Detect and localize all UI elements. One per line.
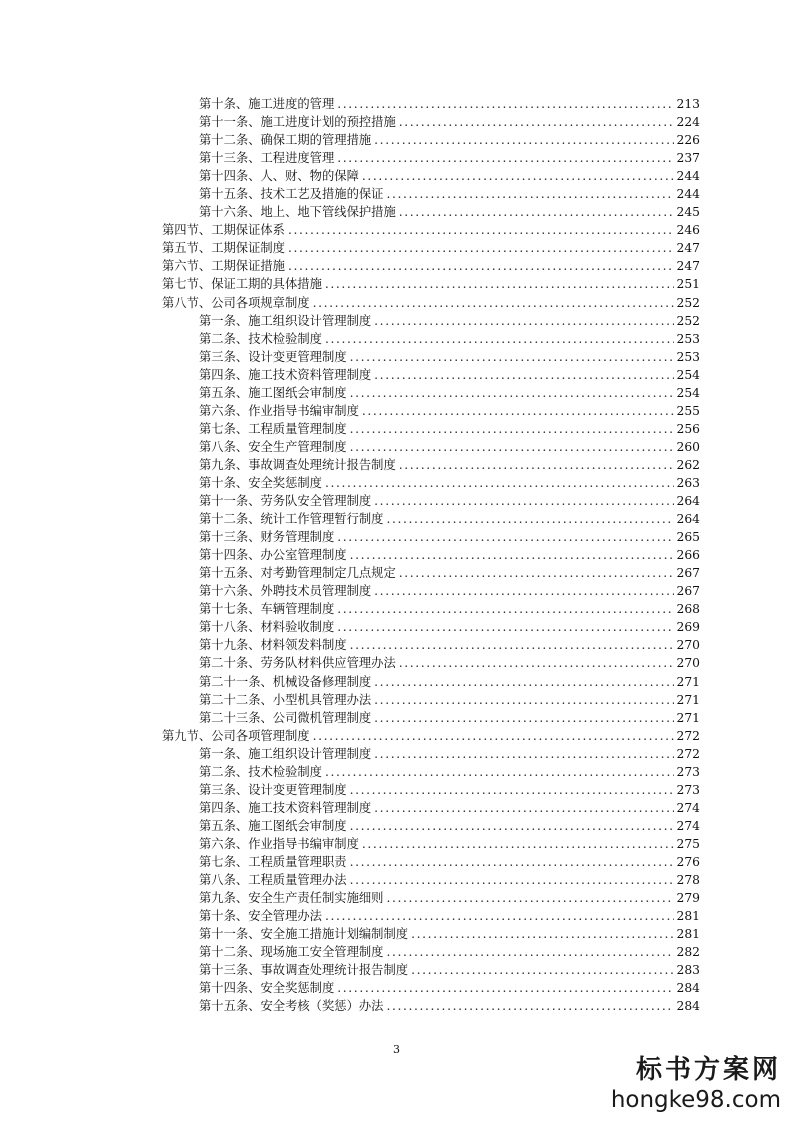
toc-entry[interactable] [162,925,700,943]
toc-dot-leader [374,799,673,817]
toc-dot-leader [288,221,674,239]
toc-dot-leader [362,167,674,185]
toc-entry-label: 第二条、技术检验制度 [199,331,322,346]
toc-entry[interactable] [162,131,700,149]
toc-dot-leader [350,438,674,456]
toc-entry-label: 第十二条、统计工作管理暂行制度 [199,512,384,527]
toc-entry-label: 第八条、工程质量管理办法 [199,873,347,888]
toc-entry-page: 284 [676,999,700,1014]
toc-entry[interactable] [162,997,700,1015]
toc-entry-page: 246 [676,223,700,238]
toc-entry-page: 271 [676,692,700,707]
toc-dot-leader [374,492,673,510]
toc-dot-leader [337,149,673,167]
toc-dot-leader [362,835,674,853]
toc-dot-leader [399,564,674,582]
toc-entry[interactable] [162,456,700,474]
toc-entry-page: 265 [676,530,700,545]
toc-dot-leader [337,528,673,546]
toc-entry-label: 第十四条、安全奖惩制度 [199,981,335,996]
toc-entry-label: 第一条、施工组织设计管理制度 [199,313,372,328]
toc-entry-label: 第三条、设计变更管理制度 [199,782,347,797]
toc-entry-label: 第三条、设计变更管理制度 [199,349,347,364]
site-watermark [611,1054,781,1114]
toc-dot-leader [325,330,674,348]
toc-entry-page: 262 [676,457,700,472]
toc-dot-leader [325,907,674,925]
toc-entry-label: 第九节、公司各项管理制度 [162,728,310,743]
toc-entry[interactable] [162,564,700,582]
toc-dot-leader [350,853,674,871]
toc-entry-label: 第十二条、确保工期的管理措施 [199,133,372,148]
toc-entry-page: 252 [676,295,700,310]
toc-entry-page: 251 [676,277,700,292]
toc-dot-leader [374,366,673,384]
toc-entry[interactable] [162,275,700,293]
toc-entry-label: 第五节、工期保证制度 [162,241,285,256]
toc-entry-label: 第六节、工期保证措施 [162,259,285,274]
toc-dot-leader [386,510,673,528]
toc-entry-label: 第十四条、人、财、物的保障 [199,169,359,184]
toc-dot-leader [350,420,674,438]
toc-entry-page: 269 [676,620,700,635]
toc-entry-page: 271 [676,710,700,725]
toc-entry-label: 第二十三条、公司微机管理制度 [199,710,372,725]
toc-entry[interactable] [162,95,700,113]
toc-entry-page: 254 [676,385,700,400]
toc-entry-label: 第十七条、车辆管理制度 [199,602,335,617]
toc-dot-leader [288,257,674,275]
toc-entry[interactable] [162,943,700,961]
toc-dot-leader [374,745,673,763]
toc-entry-page: 268 [676,602,700,617]
toc-entry[interactable] [162,221,700,239]
toc-entry-page: 274 [676,800,700,815]
toc-entry-label: 第十一条、施工进度计划的预控措施 [199,115,396,130]
toc-entry-label: 第七节、保证工期的具体措施 [162,277,322,292]
toc-entry[interactable] [162,149,700,167]
toc-dot-leader [386,997,673,1015]
toc-entry-label: 第十二条、现场施工安全管理制度 [199,945,384,960]
toc-entry-page: 272 [676,728,700,743]
toc-entry[interactable] [162,528,700,546]
toc-entry-page: 281 [676,927,700,942]
toc-entry[interactable] [162,330,700,348]
toc-entry-page: 264 [676,512,700,527]
toc-entry-page: 266 [676,548,700,563]
toc-entry-page: 224 [676,115,700,130]
toc-dot-leader [337,618,673,636]
toc-entry-page: 267 [676,566,700,581]
toc-entry[interactable] [162,113,700,131]
toc-entry-label: 第一条、施工组织设计管理制度 [199,746,372,761]
toc-entry[interactable] [162,402,700,420]
toc-entry-label: 第四节、工期保证体系 [162,223,285,238]
toc-entry-page: 270 [676,656,700,671]
toc-dot-leader [386,185,673,203]
toc-dot-leader [313,294,674,312]
toc-entry-label: 第二十一条、机械设备修理制度 [199,674,372,689]
watermark-url: hongke98.com [610,1087,781,1113]
toc-dot-leader [374,673,673,691]
toc-entry-page: 244 [676,187,700,202]
toc-entry[interactable] [162,871,700,889]
toc-entry[interactable] [162,167,700,185]
toc-entry-label: 第十六条、地上、地下管线保护措施 [199,205,396,220]
toc-entry[interactable] [162,312,700,330]
toc-entry-page: 264 [676,494,700,509]
toc-entry-page: 281 [676,909,700,924]
toc-entry-page: 254 [676,367,700,382]
toc-entry-label: 第二条、技术检验制度 [199,764,322,779]
toc-entry-page: 272 [676,746,700,761]
toc-entry[interactable] [162,203,700,221]
toc-entry-page: 284 [676,981,700,996]
toc-dot-leader [374,312,673,330]
toc-dot-leader [350,817,674,835]
toc-entry-label: 第十三条、财务管理制度 [199,530,335,545]
watermark-title: 标书方案网 [635,1055,781,1085]
toc-entry[interactable] [162,799,700,817]
toc-entry-page: 274 [676,818,700,833]
toc-entry[interactable] [162,817,700,835]
toc-dot-leader [374,691,673,709]
toc-dot-leader [350,781,674,799]
toc-dot-leader [350,636,674,654]
toc-entry[interactable] [162,510,700,528]
toc-entry-label: 第七条、工程质量管理制度 [199,421,347,436]
toc-entry[interactable] [162,979,700,997]
toc-dot-leader [399,456,674,474]
toc-entry-page: 279 [676,891,700,906]
toc-entry-page: 278 [676,873,700,888]
toc-entry[interactable] [162,438,700,456]
toc-entry-label: 第十三条、事故调查处理统计报告制度 [199,963,409,978]
toc-entry-page: 255 [676,403,700,418]
toc-entry-label: 第十九条、材料领发料制度 [199,638,347,653]
toc-entry-page: 273 [676,764,700,779]
toc-dot-leader [350,546,674,564]
toc-entry-page: 270 [676,638,700,653]
table-of-contents [162,95,700,1015]
toc-entry-label: 第九条、安全生产责任制实施细则 [199,891,384,906]
toc-entry[interactable] [162,763,700,781]
toc-dot-leader [374,131,673,149]
toc-entry[interactable] [162,420,700,438]
toc-dot-leader [350,871,674,889]
toc-entry-page: 226 [676,133,700,148]
toc-entry-label: 第五条、施工图纸会审制度 [199,818,347,833]
toc-dot-leader [325,275,674,293]
toc-entry[interactable] [162,781,700,799]
toc-entry-page: 253 [676,349,700,364]
toc-entry-label: 第十一条、劳务队安全管理制度 [199,494,372,509]
toc-entry-page: 263 [676,475,700,490]
toc-entry[interactable] [162,889,700,907]
toc-dot-leader [350,384,674,402]
toc-entry-label: 第五条、施工图纸会审制度 [199,385,347,400]
toc-entry-label: 第二十条、劳务队材料供应管理办法 [199,656,396,671]
toc-entry[interactable] [162,294,700,312]
toc-entry-page: 237 [676,151,700,166]
page-number: 3 [393,1043,400,1056]
toc-entry-label: 第六条、作业指导书编审制度 [199,836,359,851]
toc-dot-leader [386,943,673,961]
toc-entry[interactable] [162,582,700,600]
toc-entry-label: 第十条、施工进度的管理 [199,97,335,111]
toc-entry-page: 267 [676,584,700,599]
toc-entry-page: 245 [676,205,700,220]
toc-entry-page: 282 [676,945,700,960]
toc-entry[interactable] [162,907,700,925]
toc-entry-label: 第十条、安全管理办法 [199,909,322,924]
toc-entry-label: 第十条、安全奖惩制度 [199,475,322,490]
toc-entry-page: 256 [676,421,700,436]
toc-dot-leader [313,727,674,745]
toc-dot-leader [362,402,674,420]
toc-dot-leader [399,203,674,221]
toc-dot-leader [386,889,673,907]
toc-dot-leader [288,239,674,257]
toc-entry[interactable] [162,636,700,654]
toc-dot-leader [399,113,674,131]
toc-entry[interactable] [162,727,700,745]
toc-entry[interactable] [162,546,700,564]
toc-entry[interactable] [162,348,700,366]
toc-dot-leader [337,600,673,618]
toc-entry-label: 第十五条、技术工艺及措施的保证 [199,187,384,202]
toc-entry-label: 第九条、事故调查处理统计报告制度 [199,457,396,472]
toc-entry-page: 253 [676,331,700,346]
toc-dot-leader [325,474,674,492]
toc-dot-leader [411,925,673,943]
toc-entry[interactable] [162,654,700,672]
toc-dot-leader [325,763,674,781]
toc-entry[interactable] [162,257,700,275]
toc-entry[interactable] [162,961,700,979]
toc-entry-page: 247 [676,241,700,256]
toc-entry-label: 第十六条、外聘技术员管理制度 [199,584,372,599]
toc-entry[interactable] [162,492,700,510]
toc-entry-label: 第十四条、办公室管理制度 [199,548,347,563]
toc-dot-leader [374,709,673,727]
toc-entry-page: 276 [676,854,700,869]
toc-entry[interactable] [162,835,700,853]
toc-entry[interactable] [162,474,700,492]
toc-entry-label: 第二十二条、小型机具管理办法 [199,692,372,707]
toc-entry-label: 第十五条、对考勤管理制定几点规定 [199,566,396,581]
toc-entry-page: 213 [676,97,700,111]
toc-entry-label: 第十五条、安全考核（奖惩）办法 [199,999,384,1014]
toc-entry[interactable] [162,618,700,636]
toc-entry-label: 第七条、工程质量管理职责 [199,854,347,869]
toc-dot-leader [337,979,673,997]
toc-entry-label: 第十八条、材料验收制度 [199,620,335,635]
toc-entry-page: 275 [676,836,700,851]
toc-dot-leader [399,654,674,672]
toc-entry[interactable] [162,239,700,257]
toc-entry-label: 第六条、作业指导书编审制度 [199,403,359,418]
toc-entry-page: 273 [676,782,700,797]
toc-entry[interactable] [162,366,700,384]
toc-entry[interactable] [162,709,700,727]
toc-entry[interactable] [162,384,700,402]
toc-dot-leader [350,348,674,366]
toc-entry[interactable] [162,691,700,709]
toc-entry-label: 第八条、安全生产管理制度 [199,439,347,454]
toc-dot-leader [337,95,673,113]
toc-entry-label: 第八节、公司各项规章制度 [162,295,310,310]
toc-entry[interactable] [162,745,700,763]
toc-entry[interactable] [162,600,700,618]
toc-entry[interactable] [162,185,700,203]
toc-entry-label: 第四条、施工技术资料管理制度 [199,367,372,382]
toc-dot-leader [374,582,673,600]
toc-entry-page: 260 [676,439,700,454]
toc-entry-page: 244 [676,169,700,184]
toc-entry-page: 283 [676,963,700,978]
toc-entry-page: 271 [676,674,700,689]
toc-entry-label: 第十一条、安全施工措施计划编制制度 [199,927,409,942]
toc-entry[interactable] [162,673,700,691]
toc-dot-leader [411,961,673,979]
toc-entry-label: 第四条、施工技术资料管理制度 [199,800,372,815]
toc-entry-page: 247 [676,259,700,274]
toc-entry-label: 第十三条、工程进度管理 [199,151,335,166]
toc-entry-page: 252 [676,313,700,328]
toc-entry[interactable] [162,853,700,871]
